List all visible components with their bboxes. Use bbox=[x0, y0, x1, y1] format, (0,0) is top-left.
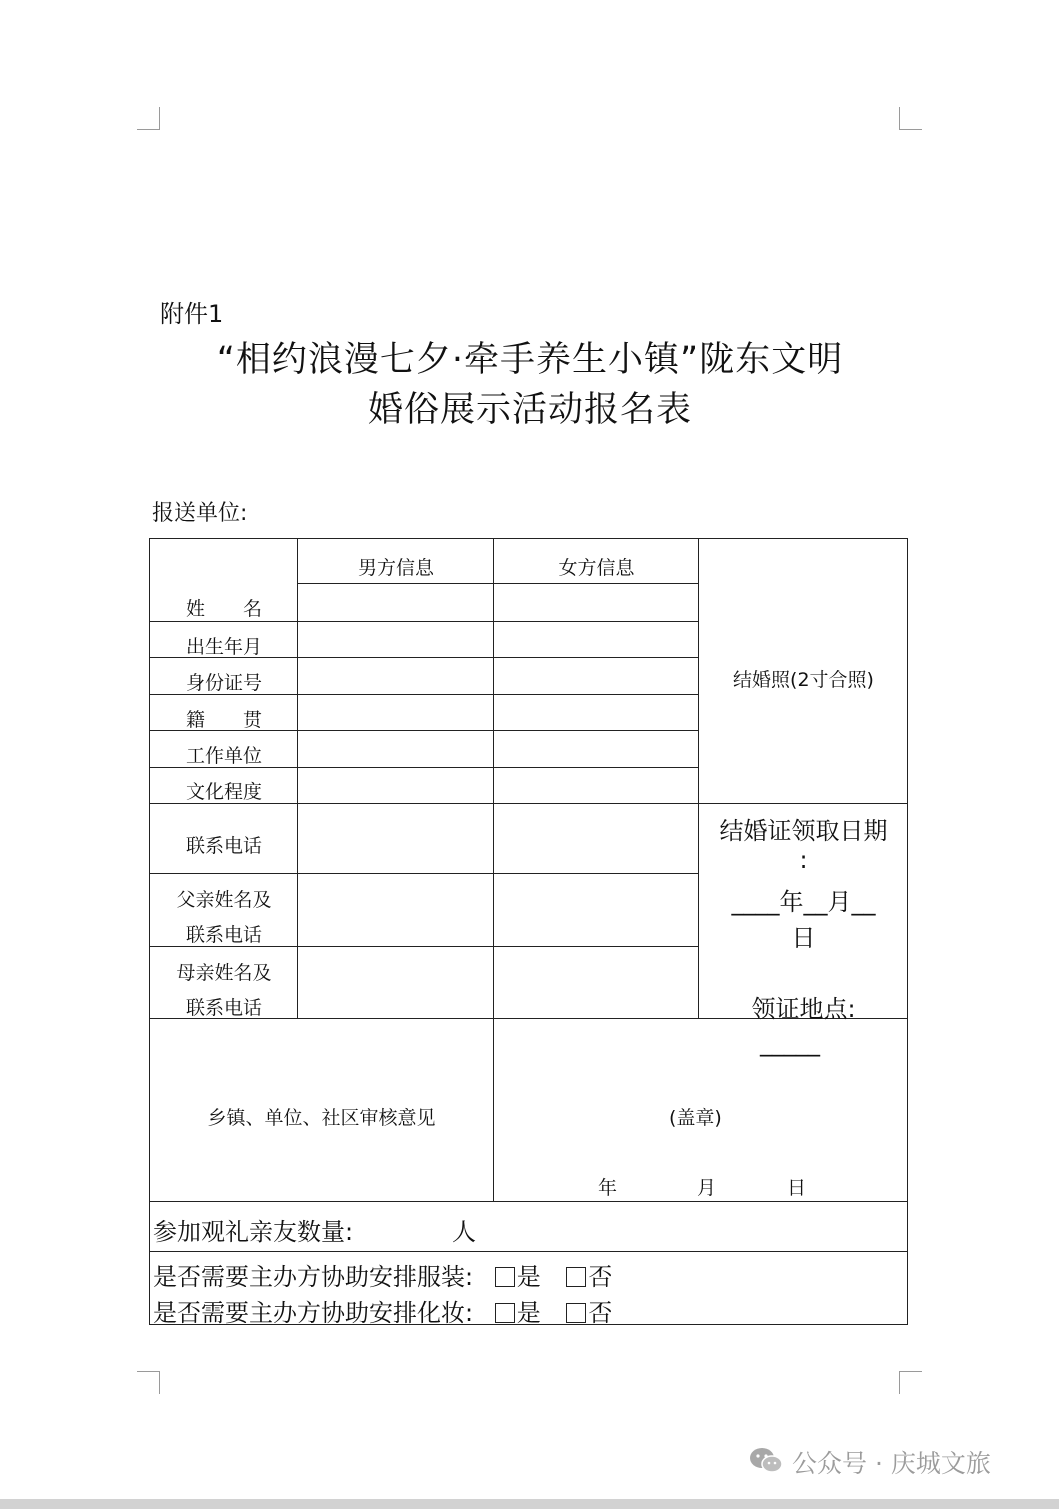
clothing-question bbox=[153, 1257, 612, 1292]
female-birth-field[interactable] bbox=[495, 623, 697, 656]
makeup-question bbox=[153, 1293, 612, 1328]
row-label-father-2: 联系电话 bbox=[185, 924, 262, 946]
clothing-question-label: 是否需要主办方协助安排服装: bbox=[153, 1263, 474, 1291]
male-birth-field[interactable] bbox=[299, 623, 492, 656]
row-label-birth: 出生年月 bbox=[185, 636, 262, 658]
watermark bbox=[748, 1444, 991, 1482]
clothing-no-label: 否 bbox=[588, 1263, 613, 1291]
review-stamp: (盖章) bbox=[669, 1107, 722, 1129]
review-month: 月 bbox=[697, 1177, 717, 1199]
row-label-native-place: 籍 贯 bbox=[185, 709, 262, 731]
makeup-no-checkbox[interactable] bbox=[566, 1303, 586, 1323]
marriage-cert-day: 日 bbox=[791, 924, 816, 952]
review-year: 年 bbox=[598, 1177, 618, 1199]
attachment-label: 附件1 bbox=[160, 300, 224, 328]
crop-mark-top-left bbox=[137, 107, 160, 130]
registration-form bbox=[149, 538, 908, 1325]
report-unit-label: 报送单位: bbox=[152, 501, 248, 526]
male-info-header: 男方信息 bbox=[357, 557, 434, 579]
male-phone-field[interactable] bbox=[299, 805, 492, 872]
makeup-yes-checkbox[interactable] bbox=[495, 1303, 515, 1323]
male-native-field[interactable] bbox=[299, 696, 492, 729]
watermark-text: 公众号 · 庆城文旅 bbox=[792, 1449, 991, 1478]
guest-count-unit: 人 bbox=[452, 1218, 476, 1246]
row-label-name: 姓 名 bbox=[185, 598, 262, 620]
makeup-yes-label: 是 bbox=[516, 1299, 541, 1327]
bottom-bar bbox=[0, 1499, 1059, 1509]
marriage-cert-date-label: 结婚证领取日期 bbox=[719, 817, 888, 845]
female-work-field[interactable] bbox=[495, 732, 697, 766]
crop-mark-bottom-right bbox=[899, 1371, 922, 1394]
marriage-cert-place-label: 领证地点: bbox=[751, 995, 856, 1023]
row-label-mother-1: 母亲姓名及 bbox=[176, 962, 272, 984]
female-mother-field[interactable] bbox=[495, 948, 697, 1017]
male-name-field[interactable] bbox=[299, 585, 492, 620]
row-label-phone: 联系电话 bbox=[185, 835, 262, 857]
male-work-field[interactable] bbox=[299, 732, 492, 766]
female-id-field[interactable] bbox=[495, 659, 697, 693]
female-native-field[interactable] bbox=[495, 696, 697, 729]
review-opinion-label: 乡镇、单位、社区审核意见 bbox=[207, 1107, 436, 1129]
female-father-field[interactable] bbox=[495, 875, 697, 945]
makeup-question-label: 是否需要主办方协助安排化妆: bbox=[153, 1299, 474, 1327]
female-info-header: 女方信息 bbox=[558, 557, 635, 579]
clothing-yes-label: 是 bbox=[516, 1263, 541, 1291]
row-label-father-1: 父亲姓名及 bbox=[176, 889, 272, 911]
male-id-field[interactable] bbox=[299, 659, 492, 693]
male-father-field[interactable] bbox=[299, 875, 492, 945]
review-day: 日 bbox=[787, 1177, 807, 1199]
row-label-mother-2: 联系电话 bbox=[185, 997, 262, 1019]
marriage-cert-place-blank[interactable]: _____ bbox=[760, 1029, 820, 1057]
female-education-field[interactable] bbox=[495, 769, 697, 802]
title-line-1: “相约浪漫七夕·牵手养生小镇”陇东文明 bbox=[216, 340, 844, 380]
makeup-no-label: 否 bbox=[588, 1299, 613, 1327]
marriage-cert-colon: : bbox=[799, 846, 808, 874]
female-name-field[interactable] bbox=[495, 585, 697, 620]
male-education-field[interactable] bbox=[299, 769, 492, 802]
wedding-photo-label: 结婚照(2寸合照) bbox=[733, 669, 874, 691]
clothing-no-checkbox[interactable] bbox=[566, 1267, 586, 1287]
title-line-2: 婚俗展示活动报名表 bbox=[367, 390, 692, 430]
marriage-cert-date-line[interactable]: ____年__月__ bbox=[731, 888, 876, 916]
crop-mark-top-right bbox=[899, 107, 922, 130]
row-label-work-unit: 工作单位 bbox=[185, 745, 262, 767]
crop-mark-bottom-left bbox=[137, 1371, 160, 1394]
clothing-yes-checkbox[interactable] bbox=[495, 1267, 515, 1287]
row-label-id-number: 身份证号 bbox=[185, 672, 262, 694]
wechat-icon bbox=[748, 1446, 784, 1482]
guest-count-label: 参加观礼亲友数量: bbox=[153, 1218, 354, 1246]
male-mother-field[interactable] bbox=[299, 948, 492, 1017]
female-phone-field[interactable] bbox=[495, 805, 697, 872]
row-label-education: 文化程度 bbox=[185, 781, 262, 803]
